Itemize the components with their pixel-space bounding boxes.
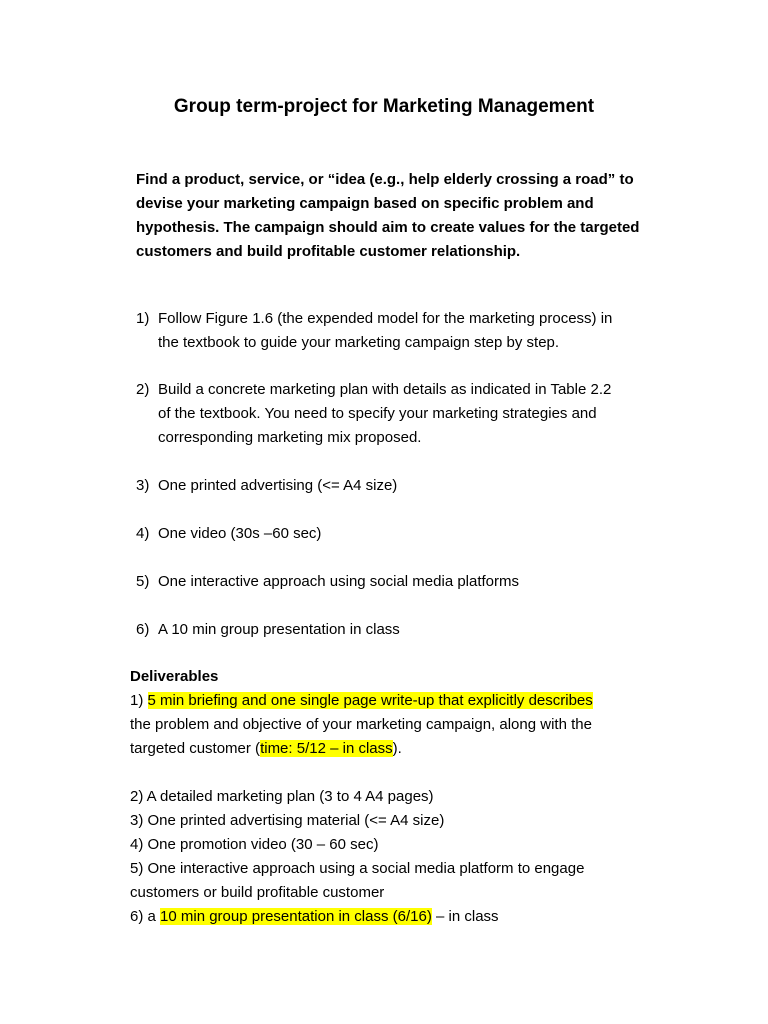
deliverable-item-3: 3) One printed advertising material (<= A4 size) (130, 812, 445, 829)
document-title: Group term-project for Marketing Management (173, 96, 595, 117)
highlighted-text: time: 5/12 – in class (260, 740, 393, 757)
deliverable-text: the problem and objective of your marketing campaign, along with the (130, 716, 592, 733)
deliverable-text: customers or build profitable customer (130, 884, 385, 901)
list-text: One video (30s –60 sec) (158, 525, 322, 542)
deliverable-text: – in class (431, 908, 499, 925)
highlighted-text: 5 min briefing and one single page write-up that explicitly describes (147, 692, 593, 709)
list-number: 5) (136, 573, 150, 590)
deliverable-item-5: 5) One interactive approach using a social media platform to engage (130, 860, 585, 877)
highlighted-text: 10 min group presentation in class (6/16) (160, 908, 432, 925)
list-text: A 10 min group presentation in class (158, 621, 400, 638)
deliverable-text: ). (392, 740, 402, 757)
list-number: 3) (136, 477, 150, 494)
deliverable-item-1 (130, 689, 660, 713)
list-text: Build a concrete marketing plan with details as indicated in Table 2.2 (158, 381, 612, 398)
list-text: corresponding marketing mix proposed. (158, 429, 422, 446)
item-number: 6) a (130, 908, 161, 925)
intro-paragraph (136, 168, 656, 264)
intro-line: Find a product, service, or “idea (e.g., help elderly crossing a road” to (136, 171, 634, 188)
spacer (130, 761, 660, 785)
list-text: One printed advertising (<= A4 size) (158, 477, 398, 494)
intro-line: customers and build profitable customer relationship. (136, 243, 521, 260)
list-number: 6) (136, 621, 150, 638)
deliverables-section (130, 665, 660, 929)
list-text: One interactive approach using social media platforms (158, 573, 520, 590)
deliverable-text: targeted customer ( (130, 740, 261, 757)
deliverable-item-2: 2) A detailed marketing plan (3 to 4 A4 pages) (130, 788, 434, 805)
intro-line: devise your marketing campaign based on specific problem and (136, 195, 594, 212)
list-text: Follow Figure 1.6 (the expended model for the marketing process) in (158, 310, 613, 327)
deliverable-item-4: 4) One promotion video (30 – 60 sec) (130, 836, 379, 853)
deliverables-heading: Deliverables (130, 668, 219, 685)
deliverable-item-6 (130, 905, 660, 929)
intro-line: hypothesis. The campaign should aim to create values for the targeted (136, 219, 640, 236)
item-number: 1) (130, 692, 148, 709)
list-text: the textbook to guide your marketing campaign step by step. (158, 334, 560, 351)
list-number: 1) (136, 310, 150, 327)
list-number: 2) (136, 381, 150, 398)
deliverable-text (130, 737, 660, 761)
list-number: 4) (136, 525, 150, 542)
list-text: of the textbook. You need to specify your marketing strategies and (158, 405, 597, 422)
